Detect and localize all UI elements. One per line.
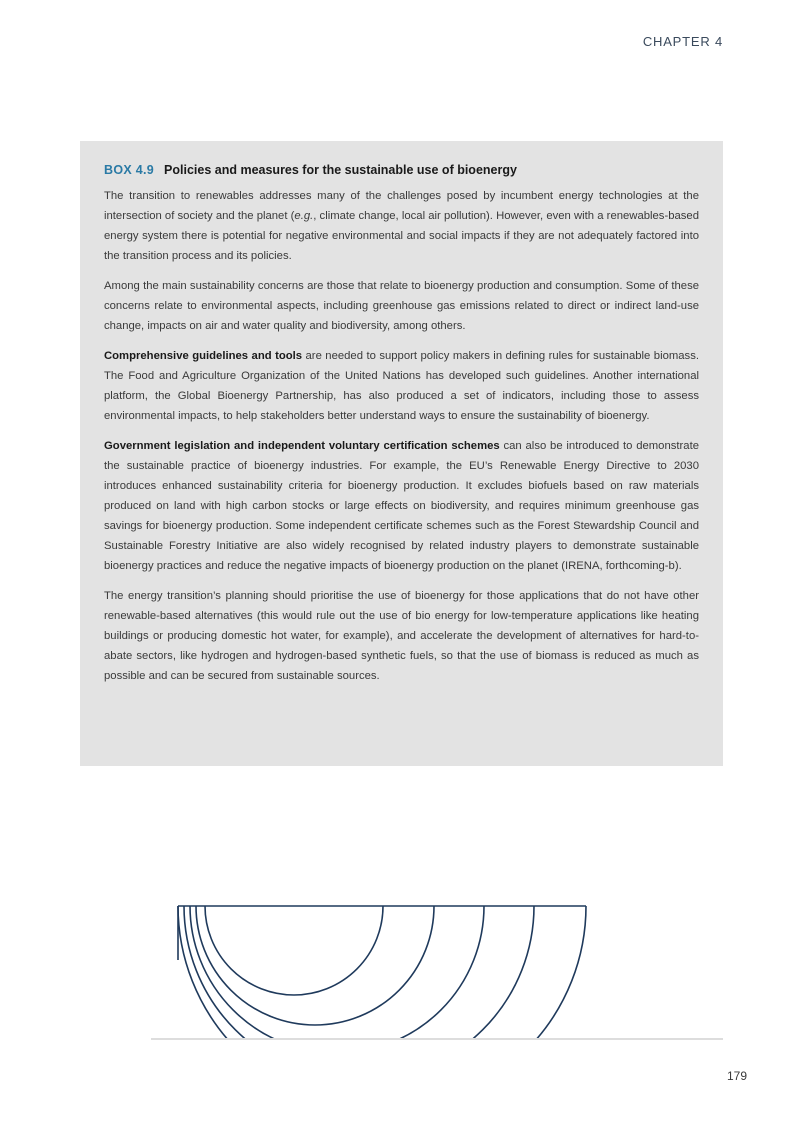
arc-1 [178,906,586,1110]
paragraph-3-text: are needed to support policy makers in defining rules for sustainable biomass. The Food and Agriculture Organization of the United Nations has developed such guidelines. Another international platform, the Global Bioenergy Partnership, has also produced a set of indicators, including those to assess environmental impacts, to help stakeholders better understand ways to ensure the sustainability of bioenergy. [104,350,699,422]
paragraph-2: Among the main sustainability concerns are those that relate to bioenergy production and consumption. Some of these concerns relate to environmental aspects, including greenhouse gas emissions related to direct or indirect land-use change, impacts on air and water quality and biodiversity, among others. [104,280,699,332]
arc-5 [205,906,383,995]
paragraph-1-text-b: , climate change, local air pollution). However, even with a renewables-based energy system there is potential for negative environmental and social impacts if they are not adequately factored into the transition process and its policies. [104,210,700,262]
arc-3 [190,906,484,1053]
chapter-label: CHAPTER 4 [642,34,723,49]
paragraph-5: The energy transition’s planning should prioritise the use of bioenergy for those applications that do not have other renewable-based alternatives (this would rule out the use of bio energy for low-temperature applications like heating buildings or producing domestic hot water, for example), and accelerate the development of alternatives for hard-to-abate sectors, like hydrogen and hydrogen-based synthetic fuels, so that the use of biomass is reduced as much as possible and can be secured from sustainable sources. [104,590,699,682]
box-number: BOX 4.9 [104,163,155,177]
paragraph-3-bold: Comprehensive guidelines and tools [104,350,303,362]
paragraph-1-text-a: The transition to renewables addresses many of the challenges posed by incumbent energy technologies at the intersection of society and the planet ( [104,190,699,222]
paragraph-4-bold: Government legislation and independent voluntary certification schemes [104,440,500,452]
arc-4 [196,906,434,1025]
page-number: 179 [726,1069,747,1083]
paragraph-1-eg: e.g. [294,210,314,222]
arc-group [178,906,586,1110]
paragraph-4-text: can also be introduced to demonstrate the sustainable practice of bioenergy industries. For example, the EU’s Renewable Energy Directive to 2030 introduces enhanced sustainability criteria for bioenergy production. It excludes biofuels based on raw materials produced on land with high carbon stocks or large effects on biodiversity, and requires minimum greenhouse gas savings for bioenergy production. Some independent certificate schemes such as the Forest Stewardship Council and Sustainable Forestry Initiative are also widely recognised by related industry players to demonstrate sustainable bioenergy practices and reduce the negative impacts of bioenergy production on the planet (IRENA, forthcoming-b). [104,440,699,572]
box-title: Policies and measures for the sustainable use of bioenergy [164,163,517,177]
